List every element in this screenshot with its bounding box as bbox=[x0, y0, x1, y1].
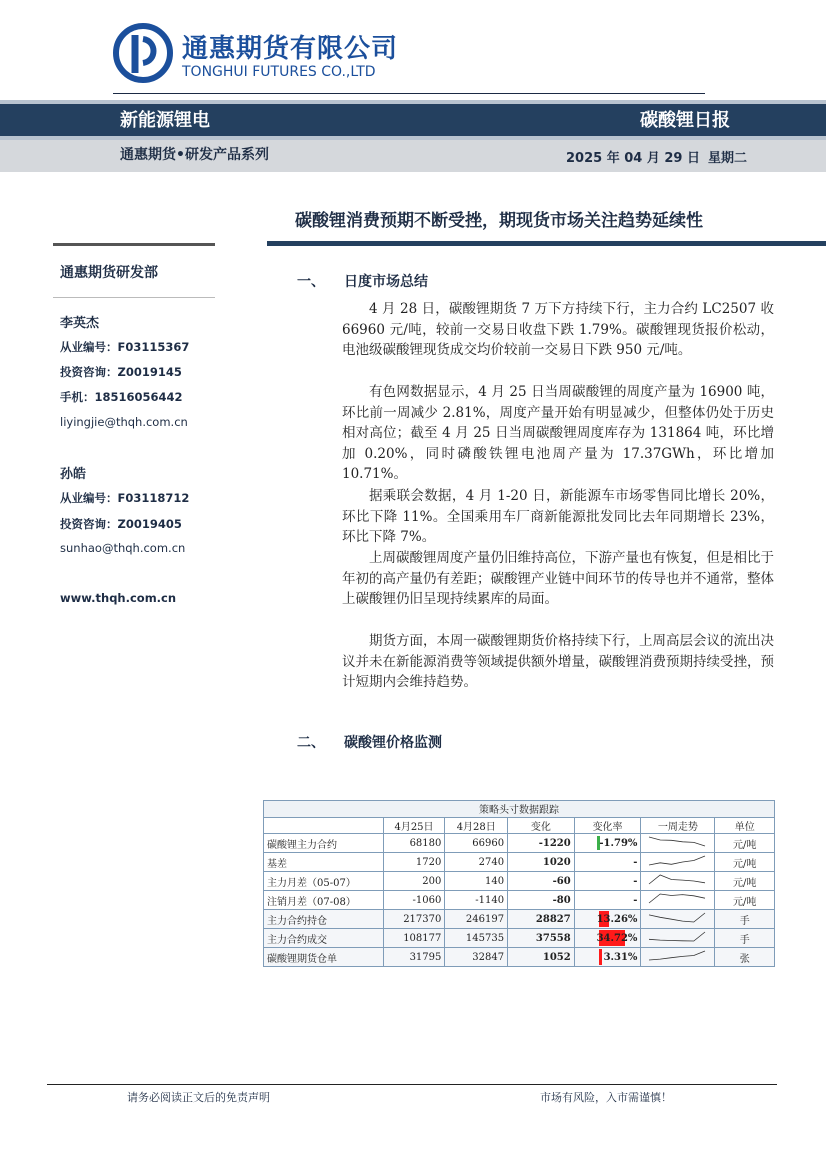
table-row bbox=[264, 891, 775, 910]
change-rate-text: -1.79% bbox=[599, 837, 638, 849]
sparkline-path bbox=[649, 951, 705, 960]
sparkline-path bbox=[649, 894, 705, 903]
value-apr28: 140 bbox=[445, 872, 508, 891]
company-website-link[interactable]: www.thqh.com.cn bbox=[60, 591, 177, 605]
sparkline-chart bbox=[641, 948, 714, 963]
weekly-trend-sparkline bbox=[641, 872, 715, 891]
sparkline-path bbox=[649, 875, 705, 884]
body-paragraph: 期货方面，本周一碳酸锂期货价格持续下行，上周高层会议的流出决议并未在新能源消费等领域提供额外增量，碳酸锂消费预期持续受挫，预计短期内会维持趋势。 bbox=[342, 633, 774, 690]
sparkline-path bbox=[649, 856, 705, 865]
value-apr25: 68180 bbox=[383, 834, 445, 853]
row-label: 注销月差（07-08） bbox=[264, 891, 384, 910]
weekly-trend-sparkline bbox=[641, 948, 715, 967]
row-label: 主力合约持仓 bbox=[264, 910, 384, 929]
sparkline-path bbox=[649, 837, 705, 846]
headline-rule bbox=[267, 241, 826, 246]
change-rate bbox=[574, 891, 641, 910]
table-row bbox=[264, 910, 775, 929]
analyst-email[interactable]: sunhao@thqh.com.cn bbox=[60, 541, 186, 555]
weekly-trend-sparkline bbox=[641, 853, 715, 872]
company-logo-icon bbox=[113, 23, 173, 83]
company-name-en: TONGHUI FUTURES CO.,LTD bbox=[182, 64, 376, 80]
position-tracking-table bbox=[263, 800, 775, 967]
body-paragraph: 有色网数据显示，4 月 25 日当周碳酸锂的周度产量为 16900 吨，环比前一周减少 2.81%，周度产量开始有明显减少，但整体仍处于历史相对高位；截至 4 月 25 日当周碳酸锂周度库存为 131864 吨，环比增加 0.20%，同时磷酸铁锂电池周产量为 17.37GWh，环比增加 10.71%。 bbox=[342, 384, 774, 482]
change-rate bbox=[574, 834, 641, 853]
value-apr25: 217370 bbox=[383, 910, 445, 929]
risk-warning: 市场有风险，入市需谨慎！ bbox=[540, 1091, 672, 1104]
section-title: 碳酸锂价格监测 bbox=[344, 735, 442, 751]
sparkline-chart bbox=[641, 872, 714, 887]
value-apr28: 246197 bbox=[445, 910, 508, 929]
value-apr25: 200 bbox=[383, 872, 445, 891]
section-number: 二、 bbox=[297, 735, 325, 751]
product-series-label: 通惠期货•研发产品系列 bbox=[120, 147, 269, 163]
change-rate-text: 34.72% bbox=[596, 932, 638, 944]
column-header: 变化 bbox=[508, 817, 575, 834]
body-paragraph: 4 月 28 日，碳酸锂期货 7 万下方持续下行，主力合约 LC2507 收 66960 元/吨，较前一交易日收盘下跌 1.79%。碳酸锂现货报价松动，电池级碳酸锂现货成交均价较前一交易日下跌 950 元/吨。 bbox=[342, 301, 774, 358]
change-rate bbox=[574, 948, 641, 967]
table-row bbox=[264, 853, 775, 872]
unit: 手 bbox=[715, 929, 775, 948]
header-divider bbox=[113, 93, 705, 94]
analyst-license: 从业编号：F03118712 bbox=[60, 491, 190, 505]
sidebar-top-rule bbox=[53, 243, 215, 246]
banner-divider bbox=[0, 136, 826, 140]
table-row bbox=[264, 872, 775, 891]
change-rate bbox=[574, 853, 641, 872]
series-name: 新能源锂电 bbox=[120, 110, 210, 131]
sparkline-path bbox=[649, 932, 705, 941]
change-rate-text: - bbox=[633, 856, 638, 868]
table-title: 策略头寸数据跟踪 bbox=[264, 801, 775, 818]
value-apr28: 2740 bbox=[445, 853, 508, 872]
row-label: 主力合约成交 bbox=[264, 929, 384, 948]
weekly-trend-sparkline bbox=[641, 834, 715, 853]
table-row bbox=[264, 834, 775, 853]
change-value: -1220 bbox=[508, 834, 575, 853]
sparkline-chart bbox=[641, 834, 714, 849]
change-value: -60 bbox=[508, 872, 575, 891]
unit: 张 bbox=[715, 948, 775, 967]
sidebar-rule bbox=[53, 297, 215, 298]
change-value: 1020 bbox=[508, 853, 575, 872]
change-value: -80 bbox=[508, 891, 575, 910]
company-name-cn: 通惠期货有限公司 bbox=[182, 34, 399, 64]
table-row bbox=[264, 929, 775, 948]
unit: 元/吨 bbox=[715, 872, 775, 891]
sparkline-chart bbox=[641, 929, 714, 944]
column-header bbox=[264, 817, 384, 834]
value-apr25: 108177 bbox=[383, 929, 445, 948]
value-apr25: 1720 bbox=[383, 853, 445, 872]
column-header: 4月28日 bbox=[445, 817, 508, 834]
footer-rule bbox=[47, 1084, 777, 1085]
value-apr28: -1140 bbox=[445, 891, 508, 910]
analyst-phone: 手机：18516056442 bbox=[60, 390, 183, 404]
report-type: 碳酸锂日报 bbox=[640, 110, 730, 131]
unit: 元/吨 bbox=[715, 853, 775, 872]
report-date: 2025 年 04 月 29 日 bbox=[566, 151, 700, 166]
column-header: 变化率 bbox=[574, 817, 641, 834]
analyst-email[interactable]: liyingjie@thqh.com.cn bbox=[60, 415, 188, 429]
row-label: 主力月差（05-07） bbox=[264, 872, 384, 891]
row-label: 碳酸锂主力合约 bbox=[264, 834, 384, 853]
change-rate-text: - bbox=[633, 875, 638, 887]
value-apr28: 145735 bbox=[445, 929, 508, 948]
report-weekday: 星期二 bbox=[708, 151, 748, 166]
weekly-trend-sparkline bbox=[641, 910, 715, 929]
column-header: 单位 bbox=[715, 817, 775, 834]
weekly-trend-sparkline bbox=[641, 929, 715, 948]
change-rate-text: 13.26% bbox=[596, 913, 638, 925]
weekly-trend-sparkline bbox=[641, 891, 715, 910]
column-header: 4月25日 bbox=[383, 817, 445, 834]
change-value: 1052 bbox=[508, 948, 575, 967]
sparkline-chart bbox=[641, 891, 714, 906]
change-rate bbox=[574, 872, 641, 891]
change-rate bbox=[574, 929, 641, 948]
change-value: 28827 bbox=[508, 910, 575, 929]
report-headline: 碳酸锂消费预期不断受挫，期现货市场关注趋势延续性 bbox=[295, 211, 703, 231]
change-rate-text: - bbox=[633, 894, 638, 906]
row-label: 基差 bbox=[264, 853, 384, 872]
value-apr28: 66960 bbox=[445, 834, 508, 853]
change-rate-bar bbox=[599, 949, 602, 965]
value-apr25: -1060 bbox=[383, 891, 445, 910]
row-label: 碳酸锂期货仓单 bbox=[264, 948, 384, 967]
sparkline-chart bbox=[641, 910, 714, 925]
analyst-name: 孙皓 bbox=[60, 467, 87, 482]
analyst-license: 从业编号：F03115367 bbox=[60, 340, 190, 354]
section-title: 日度市场总结 bbox=[344, 274, 428, 290]
change-rate bbox=[574, 910, 641, 929]
sparkline-chart bbox=[641, 853, 714, 868]
table-header-row bbox=[264, 817, 775, 834]
analyst-advisory-id: 投资咨询：Z0019405 bbox=[60, 517, 182, 531]
analyst-advisory-id: 投资咨询：Z0019145 bbox=[60, 365, 182, 379]
research-dept: 通惠期货研发部 bbox=[60, 265, 158, 281]
table-row bbox=[264, 948, 775, 967]
unit: 手 bbox=[715, 910, 775, 929]
column-header: 一周走势 bbox=[641, 817, 715, 834]
body-paragraph: 上周碳酸锂周度产量仍旧维持高位，下游产量也有恢复，但是相比于年初的高产量仍有差距；碳酸锂产业链中间环节的传导也并不通常，整体上碳酸锂仍旧呈现持续累库的局面。 bbox=[342, 550, 774, 607]
change-rate-text: 3.31% bbox=[603, 951, 638, 963]
value-apr28: 32847 bbox=[445, 948, 508, 967]
unit: 元/吨 bbox=[715, 834, 775, 853]
section-number: 一、 bbox=[297, 274, 325, 290]
disclaimer-notice: 请务必阅读正文后的免责声明 bbox=[127, 1091, 270, 1104]
sparkline-path bbox=[649, 913, 705, 922]
change-value: 37558 bbox=[508, 929, 575, 948]
value-apr25: 31795 bbox=[383, 948, 445, 967]
body-paragraph: 据乘联会数据，4 月 1-20 日，新能源车市场零售同比增长 20%，环比下降 11%。全国乘用车厂商新能源批发同比去年同期增长 23%，环比下降 7%。 bbox=[342, 488, 774, 545]
unit: 元/吨 bbox=[715, 891, 775, 910]
analyst-name: 李英杰 bbox=[60, 316, 100, 331]
